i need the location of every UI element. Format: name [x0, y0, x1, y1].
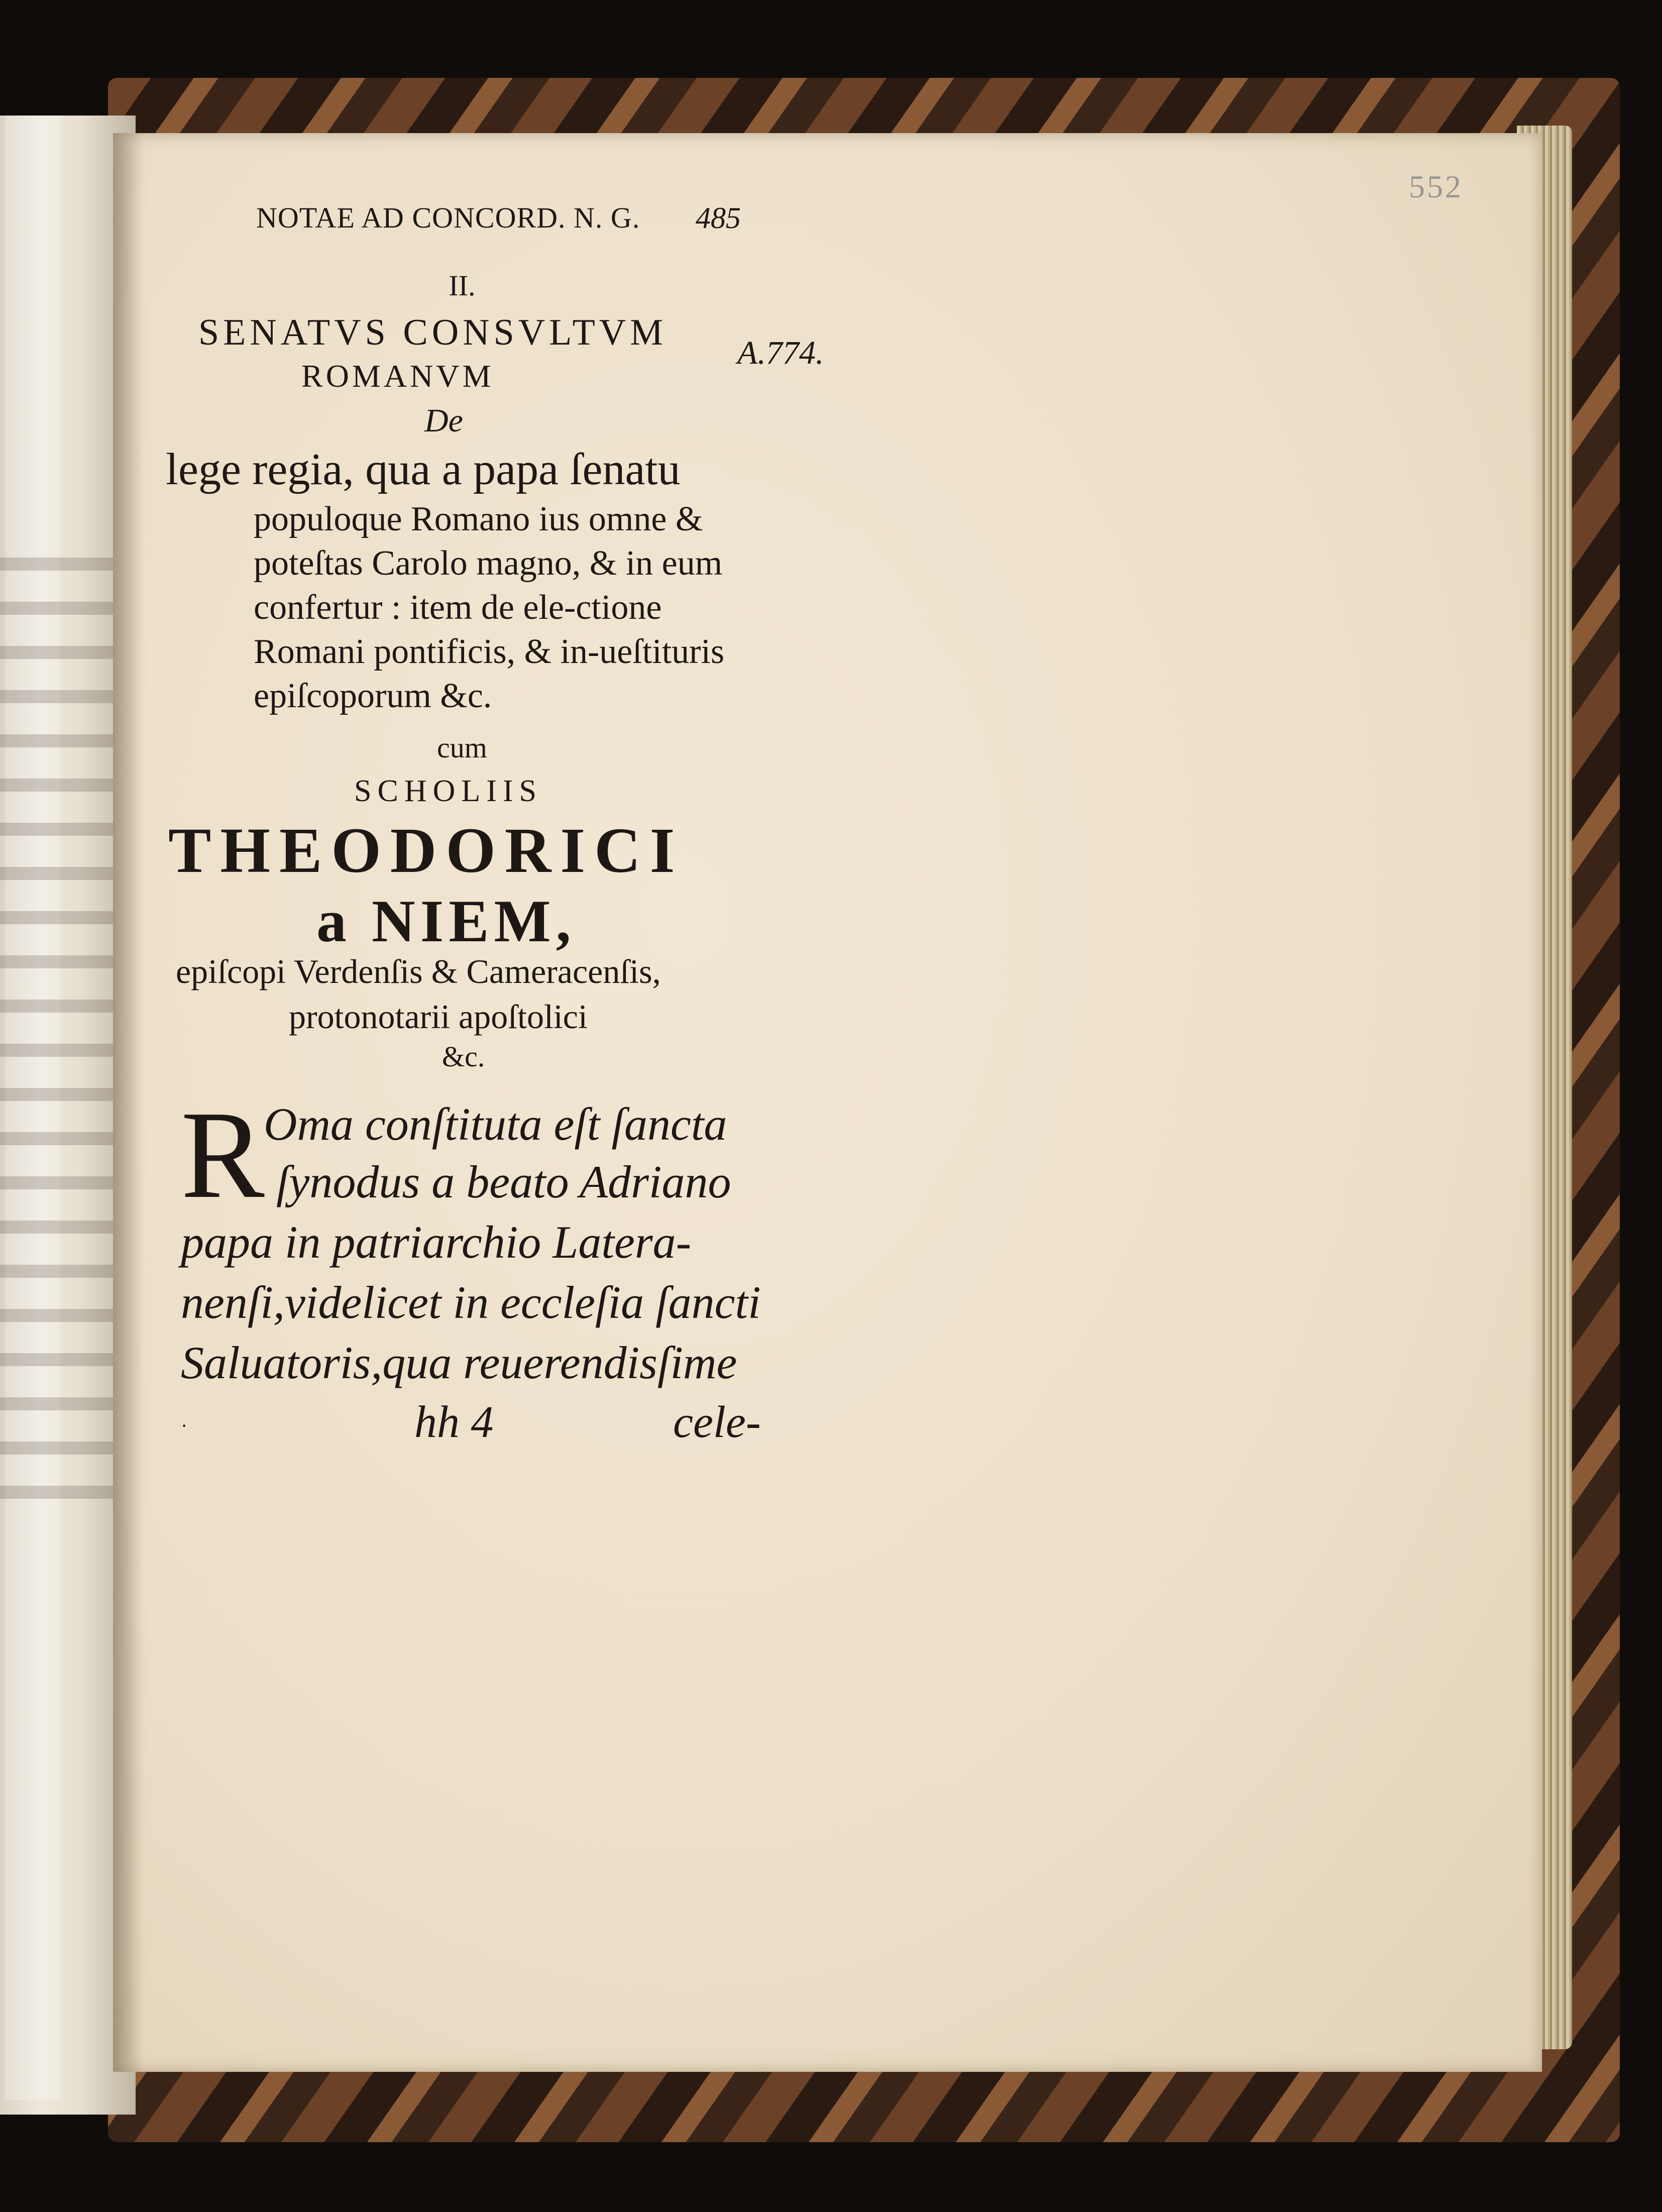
- gutter-shadow: [113, 133, 143, 2072]
- drop-cap: R: [181, 1085, 265, 1225]
- catchword: cele-: [673, 1397, 761, 1447]
- author-title-2: protonotarii apoſtolici: [289, 998, 588, 1036]
- page-number: 485: [696, 201, 741, 235]
- author-title-3: &c.: [442, 1040, 485, 1073]
- title-line-2: ROMANVM: [301, 358, 494, 394]
- author-name: THEODORICI: [168, 815, 684, 886]
- body-line-5: Saluatoris,qua reuerendisſime: [181, 1337, 737, 1388]
- section-number: II.: [449, 269, 476, 302]
- scholiis-label: SCHOLIIS: [354, 774, 543, 808]
- author-title-1: epiſcopi Verdenſis & Cameracenſis,: [176, 952, 661, 990]
- manuscript-number: 552: [1409, 169, 1463, 204]
- body-line-3: papa in patriarchio Latera-: [181, 1216, 692, 1268]
- body-line-4: nenſi,videlicet in eccleſia ſancti: [181, 1277, 761, 1328]
- subject-block: [168, 442, 746, 718]
- body-line-1: Oma conſtituta eſt ſancta: [264, 1098, 727, 1150]
- signature-mark: hh 4: [414, 1397, 494, 1447]
- de-label: De: [424, 402, 463, 439]
- subject-first-line: lege regia, qua a papa ſenatu: [166, 445, 681, 494]
- stray-dot: ·: [181, 1414, 188, 1437]
- previous-leaf-bleed-text: [0, 558, 126, 1512]
- margin-note: A.774.: [737, 335, 824, 371]
- cum-label: cum: [437, 731, 487, 764]
- subject-rest: populoque Romano ius omne & poteſtas Carolo magno, & in eum confertur : item de ele-ctione Romani pontificis, & in-ueſtituris epiſcoporum &c.: [254, 500, 725, 715]
- running-head: NOTAE AD CONCORD. N. G.: [256, 201, 640, 234]
- body-line-2: ſynodus a beato Adriano: [276, 1156, 731, 1207]
- author-surname: a NIEM,: [316, 888, 576, 954]
- title-line-1: SENATVS CONSVLTVM: [198, 312, 668, 353]
